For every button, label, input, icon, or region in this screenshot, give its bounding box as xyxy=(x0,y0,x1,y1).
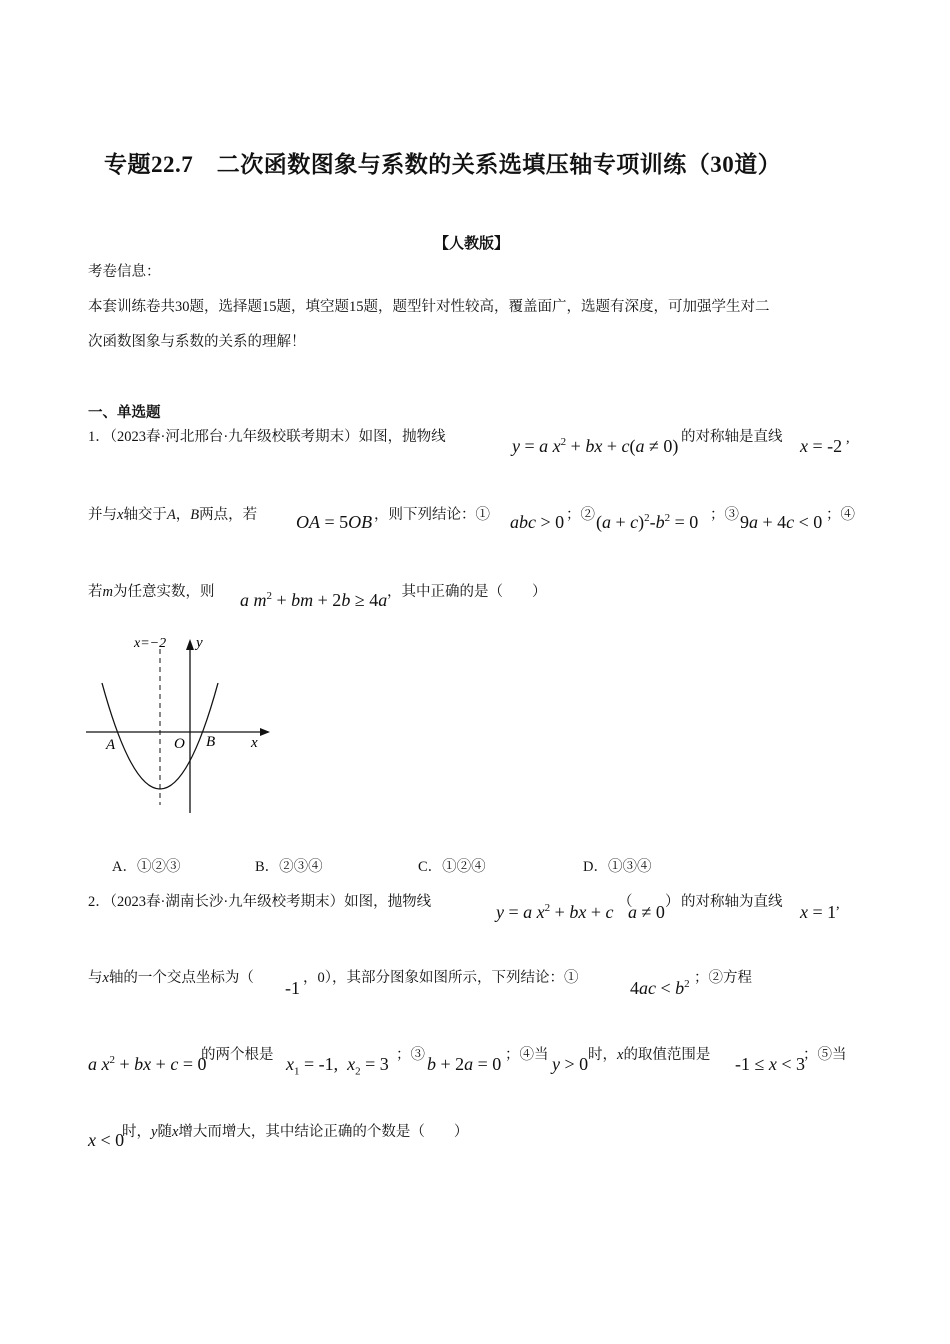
q1-option-d[interactable]: D．①③④ xyxy=(583,859,652,875)
q1-inequality: a $m^2$ + bm + 2b ≥ 4a xyxy=(240,590,388,610)
q2-statement-1: $4ac < b^2$ xyxy=(630,978,690,998)
q1-statement-1: abc > 0 xyxy=(510,512,565,532)
q2-a-nonzero: a ≠ 0 xyxy=(628,902,665,922)
q1-text: 如图，抛物线 xyxy=(358,429,446,445)
q1-parabola-graph xyxy=(80,625,280,825)
y-axis-arrow-icon xyxy=(186,639,194,650)
q2-line1: 2．（2023春·湖南长沙·九年级校考期末）如图，抛物线 xyxy=(88,894,432,910)
q2-axis-formula: x = 1 xyxy=(800,902,837,922)
q2-number: 2． xyxy=(88,894,110,910)
section-heading: 一、单选题 xyxy=(88,405,161,421)
q1-statement-3: 9a + 4c < 0 xyxy=(740,512,823,532)
edition-label: 【人教版】 xyxy=(434,236,510,252)
symmetry-label: x=−2 xyxy=(134,636,167,651)
q1-option-c[interactable]: C．①②④ xyxy=(418,859,486,875)
x-axis-arrow-icon xyxy=(260,728,270,736)
q1-option-b[interactable]: B．②③④ xyxy=(255,859,323,875)
q1-statement-2: $(a + c)^2-b^2 = 0$ xyxy=(596,512,699,532)
q2-x-range: -1 ≤ x < 3 xyxy=(735,1054,806,1074)
point-b-label: B xyxy=(206,734,216,750)
intro-line-1: 本套训练卷共30题，选择题15题，填空题15题，题型针对性较高，覆盖面广，选题有深度，可加强学生对二 xyxy=(88,299,770,315)
q1-axis-formula: x = -2 xyxy=(800,436,843,456)
q2-source: （2023春·湖南长沙·九年级校考期末） xyxy=(109,894,345,910)
q1-line1 xyxy=(88,425,446,446)
q2-root-neg-one: -1 xyxy=(285,978,300,998)
y-axis-label: y xyxy=(196,635,203,651)
point-a-label: A xyxy=(106,737,116,753)
page-title: 专题22.7 二次函数图象与系数的关系选填压轴专项训练（30道） xyxy=(104,152,782,177)
intro-line-2: 次函数图象与系数的关系的理解！ xyxy=(88,334,306,350)
q1-line2: 并与x轴交于A，B两点，若 xyxy=(88,507,258,523)
q1-oa-ob: OA = 5OB xyxy=(296,512,373,532)
q1-source: （2023春·河北邢台·九年级校联考期末） xyxy=(109,429,359,445)
origin-label: O xyxy=(174,736,185,752)
q1-number: 1． xyxy=(88,429,110,445)
q1-parabola-formula: y = a $x^2$ + bx + c(a ≠ 0) xyxy=(512,436,679,456)
q2-x-negative: x < 0 xyxy=(88,1130,125,1150)
x-axis-label: x xyxy=(251,735,258,751)
info-label: 考卷信息： xyxy=(88,264,161,280)
q2-y-positive: y > 0 xyxy=(552,1054,589,1074)
q2-statement-3: b + 2a = 0 xyxy=(427,1054,502,1074)
q1-option-a[interactable]: A．①②③ xyxy=(112,859,181,875)
q1-text: 的对称轴是直线 xyxy=(681,429,783,445)
q2-roots: $x_1 = -1$, $x_2 = 3$ xyxy=(286,1054,389,1078)
q2-equation: a $x^2$ + bx + c = 0 xyxy=(88,1054,207,1074)
q2-parabola-formula: y = a $x^2$ + bx + c xyxy=(496,902,614,922)
